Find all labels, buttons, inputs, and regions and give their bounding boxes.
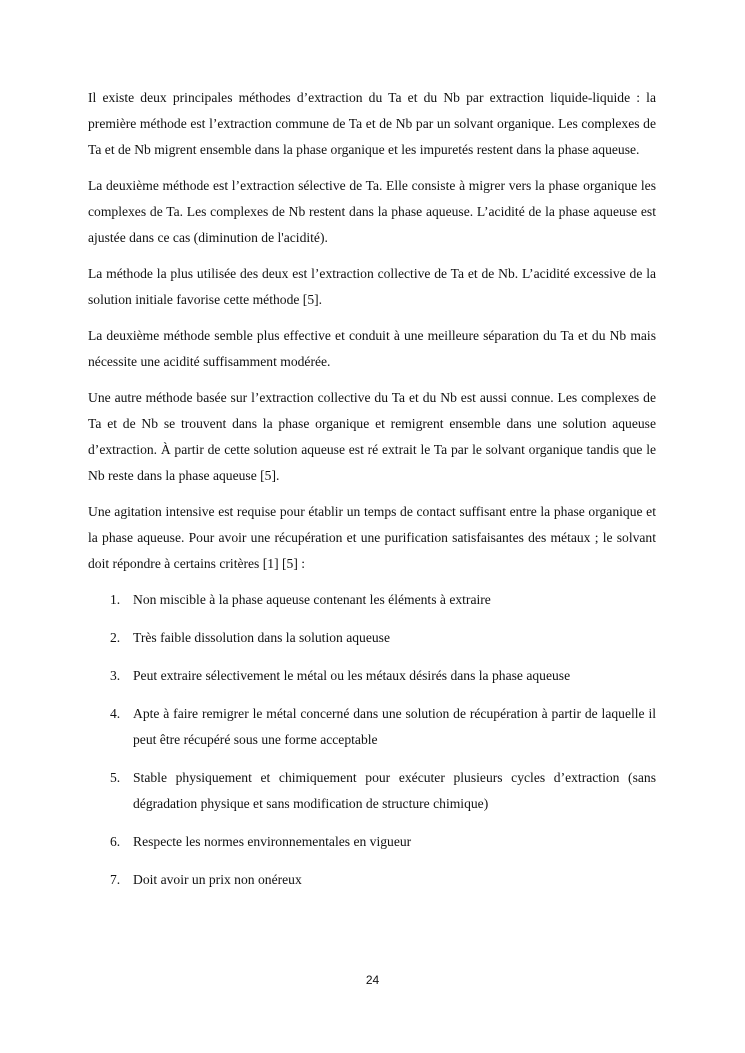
list-item-text: Stable physiquement et chimiquement pour exécuter plusieurs cycles d’extraction (sans dégradation physique et sans modification de structure chimique) [133,770,656,811]
list-item-text: Peut extraire sélectivement le métal ou les métaux désirés dans la phase aqueuse [133,668,571,683]
paragraph-selective-extraction: La deuxième méthode est l’extraction sélective de Ta. Elle consiste à migrer vers la phase organique les complexes de Ta. Les complexes de Nb restent dans la phase aqueuse. L’acidité de la phase aqueuse est ajustée dans ce cas (diminution de l'acidité). [88,178,656,245]
paragraph-other-method: Une autre méthode basée sur l’extraction collective du Ta et du Nb est aussi connue. Les complexes de Ta et de Nb se trouvent dans la phase organique et remigrent ensemble dans une solution aqueuse d’extraction. À partir de cette solution aqueuse est ré extrait le Ta par le solvant organique tandis que le Nb reste dans la phase aqueuse [5]. [88,390,656,483]
list-item [88,829,656,855]
list-item [88,867,656,893]
list-item-number: 4. [110,706,121,721]
list-item-number: 6. [110,834,121,849]
list-item-number: 2. [110,630,121,645]
list-item-number: 1. [110,592,121,607]
list-item [88,587,656,613]
list-item-text: Apte à faire remigrer le métal concerné dans une solution de récupération à partir de laquelle il peut être récupéré sous une forme acceptable [133,706,656,747]
solvent-criteria-list [88,587,656,893]
list-item-text: Non miscible à la phase aqueuse contenant les éléments à extraire [133,592,491,607]
page-number: 24 [365,973,380,987]
list-item-text: Très faible dissolution dans la solution aqueuse [133,630,390,645]
list-item-number: 3. [110,668,121,683]
list-item-text: Respecte les normes environnementales en vigueur [133,834,412,849]
paragraph-solvent-criteria-intro: Une agitation intensive est requise pour établir un temps de contact suffisant entre la phase organique et la phase aqueuse. Pour avoir une récupération et une purification satisfaisantes des métaux ; le solvant doit répondre à certains critères [1] [5] : [88,504,656,571]
paragraph-extraction-methods: Il existe deux principales méthodes d’extraction du Ta et du Nb par extraction liquide-liquide : la première méthode est l’extraction commune de Ta et de Nb par un solvant organique. Les complexes de Ta et de Nb migrent ensemble dans la phase organique et les impuretés restent dans la phase aqueuse. [88,90,656,157]
list-item [88,701,656,753]
list-item [88,663,656,689]
list-item-number: 5. [110,770,121,785]
page-body [88,85,656,905]
list-item-text: Doit avoir un prix non onéreux [133,872,302,887]
paragraph-second-method-effectiveness: La deuxième méthode semble plus effective et conduit à une meilleure séparation du Ta et du Nb mais nécessite une acidité suffisamment modérée. [88,328,656,369]
list-item-number: 7. [110,872,121,887]
list-item [88,625,656,651]
list-item [88,765,656,817]
paragraph-collective-extraction: La méthode la plus utilisée des deux est l’extraction collective de Ta et de Nb. L’acidité excessive de la solution initiale favorise cette méthode [5]. [88,266,656,307]
